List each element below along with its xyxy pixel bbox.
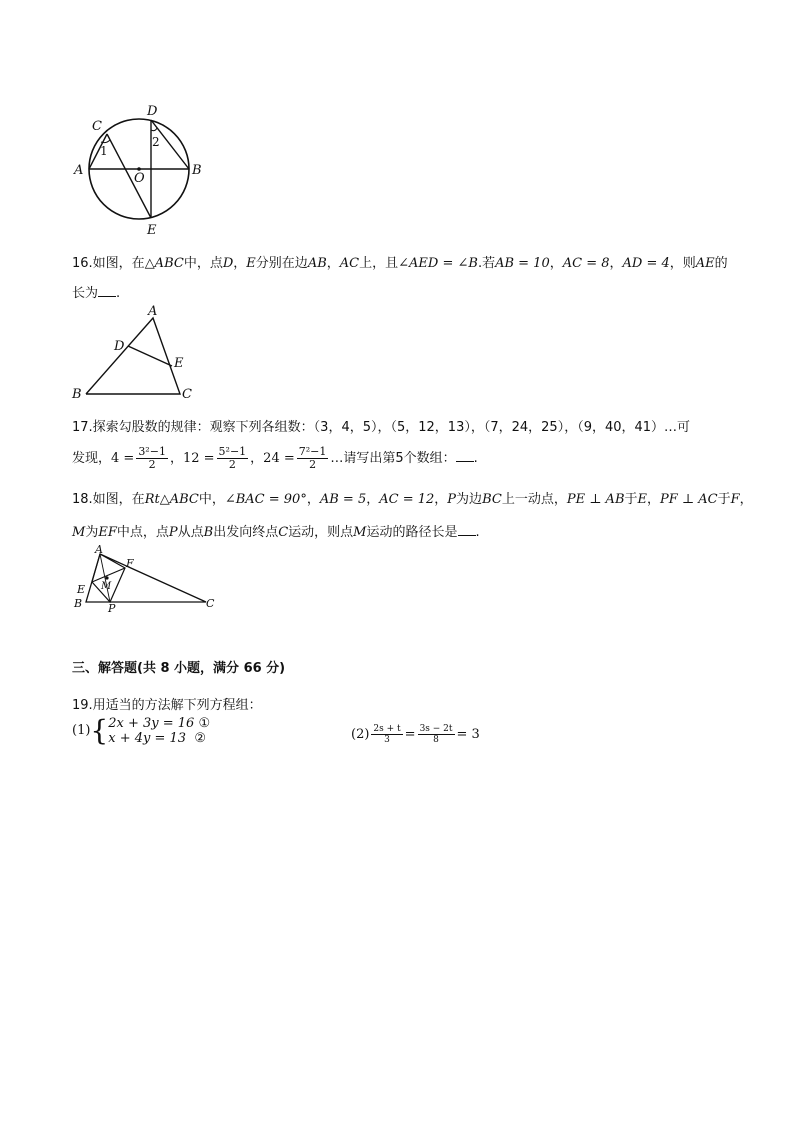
- q16-math: AD = 4: [622, 256, 670, 271]
- q18-math: Rt△ABC: [144, 492, 199, 507]
- question-16-line-2: [72, 284, 120, 303]
- q17-text: 发现，: [72, 451, 112, 466]
- denominator: 2: [148, 458, 156, 471]
- question-19-intro: 19.用适当的方法解下列方程组：: [72, 698, 262, 713]
- q16-text: ，: [609, 256, 623, 271]
- q16-text: .若: [477, 256, 496, 271]
- question-19-part-2: [351, 720, 480, 750]
- q17-math: 4 =: [111, 451, 135, 466]
- q16-text: 中，点: [183, 256, 223, 271]
- q16-math: ∠AED = ∠B: [398, 256, 478, 271]
- q16-math: AC: [339, 256, 360, 271]
- q18-text: 18.如图，在: [72, 492, 145, 507]
- label-m: M: [101, 581, 112, 592]
- q18-math: PE ⊥ AB: [566, 492, 625, 507]
- q16-math: AB: [307, 256, 327, 271]
- angle-1-arc: [101, 140, 110, 143]
- q18-text: 为边: [456, 492, 483, 507]
- question-17-line-2: [72, 442, 478, 476]
- brace-icon: {: [90, 714, 109, 747]
- label-b: B: [72, 387, 82, 402]
- question-17-line-1: [72, 419, 690, 437]
- q17-math: 24 =: [263, 451, 295, 466]
- fraction: [297, 446, 329, 471]
- question-18-line-2: [72, 523, 480, 542]
- label-o: O: [134, 171, 145, 186]
- numerator: 5²−1: [218, 445, 247, 458]
- question-19-part-1: [72, 716, 210, 746]
- q18-math: F: [730, 492, 740, 507]
- q18-math: AB = 5: [319, 492, 367, 507]
- q18-math: C: [278, 525, 289, 540]
- figure-triangle-16: [68, 302, 208, 402]
- numerator: 7²−1: [298, 445, 327, 458]
- denominator: 8: [433, 735, 439, 745]
- circled-number: ①: [198, 716, 211, 731]
- point-m: [105, 576, 108, 579]
- q16-math: △ABC: [144, 256, 184, 271]
- q16-text: ，: [326, 256, 340, 271]
- answer-blank[interactable]: [456, 449, 474, 462]
- fraction: [217, 446, 249, 471]
- equation-2: x + 4y = 13: [108, 731, 187, 746]
- q17-text: ，: [250, 451, 264, 466]
- figure-right-triangle-18: [68, 542, 228, 614]
- q18-text: 中，: [198, 492, 225, 507]
- q18-text: ，: [366, 492, 380, 507]
- part-label: (1): [72, 723, 91, 738]
- numerator: 3s − 2t: [419, 724, 453, 734]
- label-e: E: [77, 583, 86, 596]
- label-b: B: [74, 597, 83, 610]
- q16-text: ，: [233, 256, 247, 271]
- numerator: 3²−1: [138, 445, 166, 458]
- label-a: A: [148, 304, 158, 319]
- label-a: A: [74, 163, 84, 178]
- q18-math: M: [72, 525, 86, 540]
- q16-text: ，: [549, 256, 563, 271]
- part-label: (2): [351, 727, 370, 742]
- numerator: 2s + t: [373, 724, 401, 734]
- triangle-abc: [86, 318, 180, 394]
- denominator: 3: [384, 735, 390, 745]
- q18-text: 于: [717, 492, 731, 507]
- q17-text: …请写出第5个数组：: [330, 451, 456, 466]
- segment-de: [128, 346, 172, 366]
- label-angle-2: 2: [152, 135, 160, 149]
- denominator: 2: [309, 458, 317, 471]
- question-16-line-1: [72, 255, 728, 273]
- label-d: D: [114, 339, 125, 354]
- q18-math: B: [203, 525, 214, 540]
- q16-math: AC = 8: [562, 256, 610, 271]
- fraction: [418, 724, 455, 745]
- figure-circle: [70, 100, 210, 240]
- q18-math: PF ⊥ AC: [660, 492, 718, 507]
- q17-text: 17.探索勾股数的规律：观察下列各组数：（3，4，5），（5，12，13），（7，24，25），（9，40，41）…可: [72, 420, 691, 435]
- q16-text: 的: [714, 256, 728, 271]
- label-c: C: [182, 387, 192, 402]
- q18-text: ，: [306, 492, 320, 507]
- question-18-line-1: [72, 491, 753, 509]
- q18-text: 运动的路径长是: [366, 525, 458, 540]
- label-f: F: [126, 557, 134, 570]
- q18-text: 为: [85, 525, 99, 540]
- q18-text: ，: [434, 492, 448, 507]
- q17-math: 12 =: [182, 451, 215, 466]
- answer-blank[interactable]: [458, 523, 476, 536]
- q16-math: E: [246, 256, 256, 271]
- q18-text: 运动，则点: [288, 525, 354, 540]
- q18-math: P: [168, 525, 178, 540]
- q16-math: D: [222, 256, 234, 271]
- q16-math: AE: [695, 256, 715, 271]
- q16-text: .: [116, 286, 121, 301]
- equals-sign: =: [404, 727, 416, 742]
- q18-text: 上一动点，: [501, 492, 567, 507]
- q16-text: 长为: [72, 286, 99, 301]
- label-c: C: [92, 119, 102, 134]
- equation-system: [108, 716, 210, 746]
- angle-2-arc: [151, 128, 157, 131]
- q18-math: AC = 12: [379, 492, 435, 507]
- q18-text: ，: [739, 492, 753, 507]
- equation-result: = 3: [456, 727, 480, 742]
- q16-math: AB = 10: [495, 256, 550, 271]
- answer-blank[interactable]: [98, 284, 116, 297]
- q17-text: ，: [169, 451, 183, 466]
- circled-number: ②: [194, 731, 206, 746]
- label-e: E: [147, 223, 157, 238]
- fraction: [371, 724, 402, 745]
- q18-text: ，: [647, 492, 661, 507]
- label-d: D: [147, 104, 158, 119]
- q18-text: 从点: [177, 525, 204, 540]
- q16-text: 分别在边: [255, 256, 308, 271]
- label-a: A: [95, 543, 103, 556]
- label-b: B: [192, 163, 202, 178]
- q18-math: ∠BAC = 90°: [224, 492, 307, 507]
- q16-text: 上，且: [359, 256, 399, 271]
- q18-text: .: [475, 525, 480, 540]
- q18-math: BC: [482, 492, 502, 507]
- denominator: 2: [228, 458, 236, 471]
- q18-text: 于: [624, 492, 638, 507]
- q18-math: E: [637, 492, 648, 507]
- label-p: P: [108, 602, 116, 614]
- q16-text: 16.如图，在: [72, 256, 145, 271]
- label-e: E: [174, 356, 184, 371]
- label-angle-1: 1: [100, 144, 108, 158]
- q18-math: P: [447, 492, 457, 507]
- q18-math: EF: [98, 525, 117, 540]
- q16-text: ，则: [669, 256, 696, 271]
- equation-1: 2x + 3y = 16: [108, 716, 195, 731]
- fraction: [136, 446, 168, 471]
- label-c: C: [206, 597, 215, 610]
- q18-math: M: [353, 525, 367, 540]
- q18-text: 出发向终点: [213, 525, 279, 540]
- section-3-heading: 三、解答题(共 8 小题，满分 66 分): [72, 661, 286, 676]
- q17-text: .: [473, 451, 478, 466]
- q18-text: 中点，点: [116, 525, 169, 540]
